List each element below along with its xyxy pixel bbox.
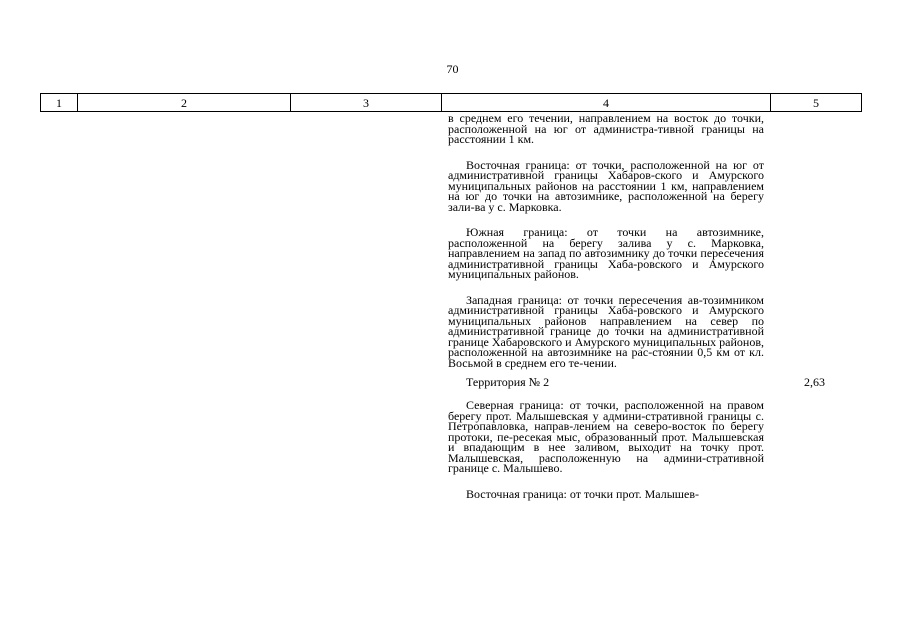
table-header — [40, 93, 862, 112]
paragraph-south-boundary: Южная граница: от точки на автозимнике, расположенной на берегу залива у с. Марковка, направлением на запад по автозимнику до точки пересечения административной границы Хаба-ровского и Амурского муниципальных районов. — [448, 225, 764, 281]
column-header-4: 4 — [442, 94, 771, 112]
paragraph-east-boundary: Восточная граница: от точки, расположенной на юг от административной границы Хабаров-ского и Амурского муниципальных районов на расстоянии 1 км, направлением на юг до точки на автозимнике, расположенной на берегу зали-ва у с. Марковка. — [448, 157, 764, 214]
column-header-2: 2 — [78, 94, 291, 112]
paragraph-territory2-east-boundary: Восточная граница: от точки прот. Малышев- — [466, 486, 700, 501]
territory-label: Территория № 2 — [466, 375, 550, 389]
page-number: 70 — [446, 62, 459, 76]
boundary-description — [448, 111, 825, 501]
paragraph-territory2-north-boundary: Северная граница: от точки, расположенной на правом берегу прот. Малышевская у админи-стративной границы с. Петропавловка, направ-лением на северо-восток по берегу протоки, пе-ресекая мыс, образованный прот. Малышевская и впадающим в нее заливом, выходит на точку прот. Малышевская, расположенную на админи-стративной границе с. Малышево. — [448, 398, 764, 475]
paragraph-west-boundary: Западная граница: от точки пересечения ав-тозимником административной границы Хаба-ровского и Амурского муниципальных районов направлением на север по административной границе до точки на административной границе Хабаровского и Амурского муниципальных районов, расположенной на автозимнике на рас-стоянии 0,5 км от кл. Восьмой в среднем его те-чении. — [448, 292, 764, 370]
territory-row — [448, 375, 825, 389]
paragraph-north-continued: в среднем его течении, направлением на восток до точки, расположенной на юг от администра-тивной границы на расстоянии 1 км. — [448, 111, 764, 146]
column-header-3: 3 — [291, 94, 442, 112]
column-header-5: 5 — [771, 94, 862, 112]
territory-area-value: 2,63 — [804, 375, 825, 389]
column-header-1: 1 — [41, 94, 78, 112]
